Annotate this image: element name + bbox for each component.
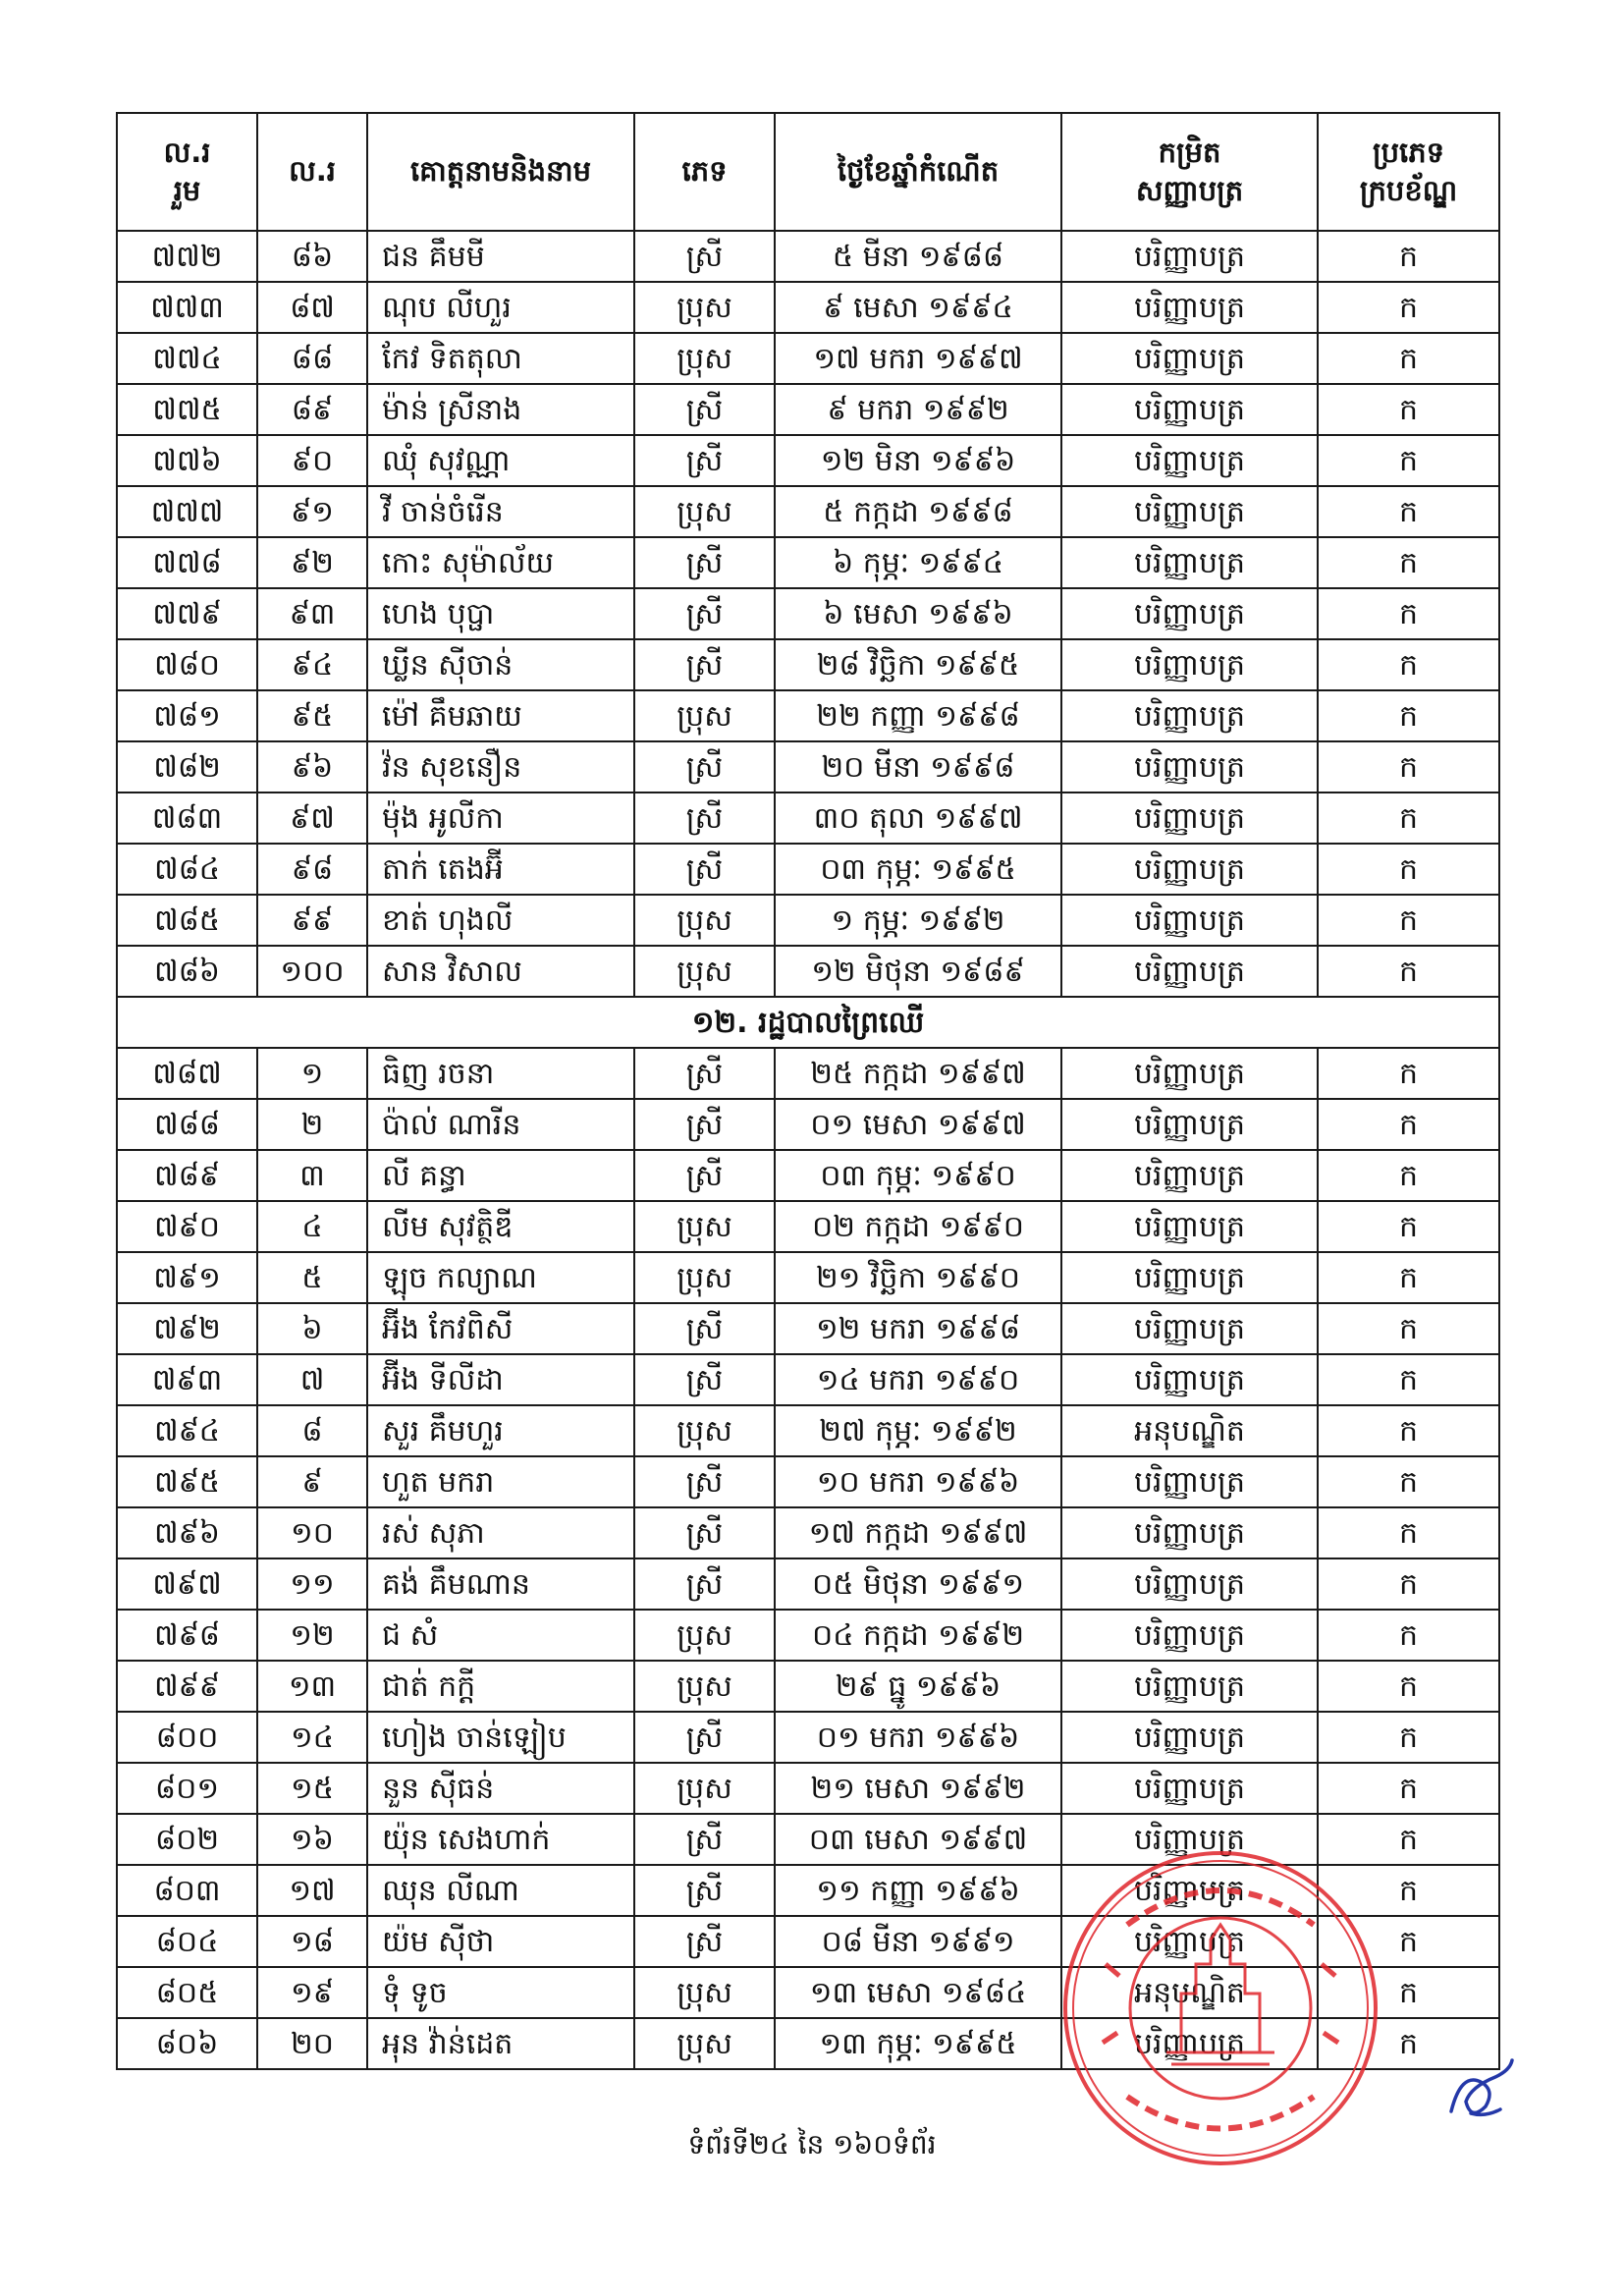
table-row [117,690,1499,741]
cell-birth-date: ០៤ កក្កដា ១៩៩២ [775,1610,1061,1661]
cell-name: អ៊ីង ទីលីដា [367,1354,634,1405]
cell-name: ជ សំ [367,1610,634,1661]
cell-framework: ក [1318,1814,1499,1865]
cell-name: យ៉ម ស៊ីថា [367,1916,634,1967]
cell-name: សួរ គឹមហួរ [367,1405,634,1456]
cell-total-no: ៧៨១ [117,690,257,741]
table-header-row [117,113,1499,231]
cell-no: ៨៧ [257,282,367,333]
cell-framework: ក [1318,1099,1499,1150]
cell-total-no: ៧៧៤ [117,333,257,384]
cell-no: ៨៨ [257,333,367,384]
cell-name: លី គន្ធា [367,1150,634,1201]
cell-degree: បរិញ្ញាបត្រ [1061,1252,1318,1303]
cell-no: ៩១ [257,486,367,537]
cell-total-no: ៧៩៤ [117,1405,257,1456]
cell-framework: ក [1318,1661,1499,1712]
cell-framework: ក [1318,1405,1499,1456]
cell-total-no: ៧៨៨ [117,1099,257,1150]
cell-birth-date: ២១ វិច្ឆិកា ១៩៩០ [775,1252,1061,1303]
table-row [117,1150,1499,1201]
cell-birth-date: ៥ មីនា ១៩៨៨ [775,231,1061,282]
cell-framework: ក [1318,1354,1499,1405]
table-row [117,741,1499,793]
document-sheet [116,112,1498,2070]
cell-birth-date: ១៣ កុម្ភៈ ១៩៩៥ [775,2018,1061,2069]
cell-framework: ក [1318,1558,1499,1610]
cell-birth-date: ១២ មិនា ១៩៩៦ [775,435,1061,486]
table-row [117,946,1499,997]
cell-sex: ស្រី [634,435,775,486]
table-row [117,1354,1499,1405]
cell-birth-date: ០២ កក្កដា ១៩៩០ [775,1201,1061,1252]
cell-no: ៩២ [257,537,367,588]
cell-name: ហួត មករា [367,1456,634,1507]
cell-total-no: ៧៧៨ [117,537,257,588]
cell-sex: ស្រី [634,639,775,690]
table-row [117,895,1499,946]
cell-framework: ក [1318,486,1499,537]
cell-framework: ក [1318,793,1499,844]
cell-degree: បរិញ្ញាបត្រ [1061,793,1318,844]
cell-name: ម៉ុង អូលីកា [367,793,634,844]
cell-framework: ក [1318,639,1499,690]
cell-no: ៥ [257,1252,367,1303]
cell-no: ១៣ [257,1661,367,1712]
cell-total-no: ៧៩៥ [117,1456,257,1507]
cell-degree: បរិញ្ញាបត្រ [1061,844,1318,895]
cell-sex: ប្រុស [634,282,775,333]
header-total-no: ល.រ រួម [117,113,257,231]
cell-birth-date: ២៥ កក្កដា ១៩៩៧ [775,1048,1061,1099]
table-row [117,1814,1499,1865]
cell-degree: បរិញ្ញាបត្រ [1061,1763,1318,1814]
cell-degree: បរិញ្ញាបត្រ [1061,1201,1318,1252]
cell-sex: ស្រី [634,1712,775,1763]
cell-no: ១១ [257,1558,367,1610]
cell-name: សាន វិសាល [367,946,634,997]
cell-sex: ប្រុស [634,946,775,997]
cell-total-no: ៧៨៧ [117,1048,257,1099]
cell-no: ៨៩ [257,384,367,435]
cell-birth-date: ០៣ មេសា ១៩៩៧ [775,1814,1061,1865]
header-no: ល.រ [257,113,367,231]
table-row [117,1456,1499,1507]
cell-sex: ស្រី [634,1150,775,1201]
table-row [117,1252,1499,1303]
cell-total-no: ៨០២ [117,1814,257,1865]
cell-no: ២ [257,1099,367,1150]
cell-total-no: ៧៧៦ [117,435,257,486]
cell-no: ៤ [257,1201,367,1252]
cell-framework: ក [1318,1048,1499,1099]
cell-name: ម៉ៅ គឹមឆាយ [367,690,634,741]
cell-framework: ក [1318,1763,1499,1814]
cell-no: ១៨ [257,1916,367,1967]
cell-degree: បរិញ្ញាបត្រ [1061,435,1318,486]
cell-total-no: ៧៨៤ [117,844,257,895]
cell-degree: អនុបណ្ឌិត [1061,1967,1318,2018]
cell-name: ខាត់ ហុងលី [367,895,634,946]
table-row [117,1763,1499,1814]
cell-framework: ក [1318,1150,1499,1201]
cell-framework: ក [1318,844,1499,895]
cell-birth-date: ២៨ វិច្ឆិកា ១៩៩៥ [775,639,1061,690]
cell-no: ៨ [257,1405,367,1456]
cell-birth-date: ០៣ កុម្ភៈ ១៩៩០ [775,1150,1061,1201]
cell-total-no: ៧៩៧ [117,1558,257,1610]
cell-name: នួន ស៊ីធន់ [367,1763,634,1814]
cell-birth-date: ២៩ ធ្នូ ១៩៩៦ [775,1661,1061,1712]
personnel-table [116,112,1500,2070]
cell-no: ១៧ [257,1865,367,1916]
cell-degree: បរិញ្ញាបត្រ [1061,1048,1318,1099]
table-row [117,1712,1499,1763]
cell-framework: ក [1318,1610,1499,1661]
cell-name: ជាត់ កក្តី [367,1661,634,1712]
cell-total-no: ៧៩៦ [117,1507,257,1558]
cell-sex: ស្រី [634,1354,775,1405]
table-row [117,1661,1499,1712]
cell-degree: បរិញ្ញាបត្រ [1061,639,1318,690]
header-name: គោត្តនាមនិងនាម [367,113,634,231]
cell-total-no: ៧៩១ [117,1252,257,1303]
header-framework: ប្រភេទ ក្របខ័ណ្ឌ [1318,113,1499,231]
cell-name: យ៉ុន សេងហាក់ [367,1814,634,1865]
cell-total-no: ៧៧៧ [117,486,257,537]
cell-degree: បរិញ្ញាបត្រ [1061,384,1318,435]
cell-birth-date: ០៣ កុម្ភៈ ១៩៩៥ [775,844,1061,895]
cell-framework: ក [1318,1456,1499,1507]
cell-sex: ស្រី [634,1507,775,1558]
cell-total-no: ៧៧៣ [117,282,257,333]
cell-birth-date: ០១ មករា ១៩៩៦ [775,1712,1061,1763]
cell-birth-date: ០៨ មីនា ១៩៩១ [775,1916,1061,1967]
cell-no: ៩៥ [257,690,367,741]
cell-degree: បរិញ្ញាបត្រ [1061,1712,1318,1763]
cell-framework: ក [1318,384,1499,435]
cell-total-no: ៧៩២ [117,1303,257,1354]
table-row [117,1558,1499,1610]
cell-total-no: ៧៧៥ [117,384,257,435]
cell-name: ជន គឹមមី [367,231,634,282]
cell-sex: ស្រី [634,1456,775,1507]
cell-total-no: ៨០៣ [117,1865,257,1916]
table-body-part-2 [117,1048,1499,2069]
cell-sex: ស្រី [634,1814,775,1865]
cell-framework: ក [1318,2018,1499,2069]
cell-no: ១ [257,1048,367,1099]
cell-sex: ស្រី [634,231,775,282]
cell-no: ១៥ [257,1763,367,1814]
cell-birth-date: ១៧ កក្កដា ១៩៩៧ [775,1507,1061,1558]
cell-name: វី ចាន់ចំរើន [367,486,634,537]
cell-sex: ប្រុស [634,1661,775,1712]
cell-framework: ក [1318,1916,1499,1967]
cell-no: ៩៣ [257,588,367,639]
cell-degree: បរិញ្ញាបត្រ [1061,588,1318,639]
cell-degree: បរិញ្ញាបត្រ [1061,1354,1318,1405]
table-row [117,639,1499,690]
cell-name: ទុំ ទូច [367,1967,634,2018]
table-row [117,1099,1499,1150]
cell-sex: ស្រី [634,1099,775,1150]
cell-framework: ក [1318,1507,1499,1558]
cell-birth-date: ១៧ មករា ១៩៩៧ [775,333,1061,384]
cell-sex: ស្រី [634,844,775,895]
cell-degree: បរិញ្ញាបត្រ [1061,333,1318,384]
table-row [117,1201,1499,1252]
cell-birth-date: ១២ មិថុនា ១៩៨៩ [775,946,1061,997]
cell-degree: បរិញ្ញាបត្រ [1061,1661,1318,1712]
cell-no: ៩៦ [257,741,367,793]
header-birth-date: ថ្ងៃខែឆ្នាំកំណើត [775,113,1061,231]
cell-degree: បរិញ្ញាបត្រ [1061,1303,1318,1354]
cell-sex: ប្រុស [634,895,775,946]
cell-sex: ប្រុស [634,1967,775,2018]
cell-total-no: ៨០១ [117,1763,257,1814]
cell-no: ២០ [257,2018,367,2069]
cell-no: ៣ [257,1150,367,1201]
cell-framework: ក [1318,435,1499,486]
table-row [117,486,1499,537]
cell-no: ៧ [257,1354,367,1405]
cell-no: ១០ [257,1507,367,1558]
cell-sex: ប្រុស [634,333,775,384]
cell-framework: ក [1318,231,1499,282]
cell-sex: ប្រុស [634,2018,775,2069]
cell-no: ១៦ [257,1814,367,1865]
cell-birth-date: ២៧ កុម្ភៈ ១៩៩២ [775,1405,1061,1456]
cell-sex: ស្រី [634,1558,775,1610]
cell-name: ប៉ាល់ ណារីន [367,1099,634,1150]
cell-degree: បរិញ្ញាបត្រ [1061,2018,1318,2069]
cell-birth-date: ២០ មីនា ១៩៩៨ [775,741,1061,793]
cell-birth-date: ៥ កក្កដា ១៩៩៨ [775,486,1061,537]
cell-sex: ស្រី [634,1865,775,1916]
cell-birth-date: ៦ កុម្ភៈ ១៩៩៤ [775,537,1061,588]
cell-degree: បរិញ្ញាបត្រ [1061,946,1318,997]
cell-no: ៩ [257,1456,367,1507]
cell-name: ណុប លីហួរ [367,282,634,333]
table-row [117,435,1499,486]
cell-degree: បរិញ្ញាបត្រ [1061,282,1318,333]
cell-total-no: ៨០៦ [117,2018,257,2069]
cell-name: អុន វ៉ាន់ដេត [367,2018,634,2069]
table-row [117,793,1499,844]
section-title: ១២. រដ្ឋបាលព្រៃឈើ [117,997,1499,1048]
table-row [117,2018,1499,2069]
cell-degree: បរិញ្ញាបត្រ [1061,1610,1318,1661]
cell-degree: បរិញ្ញាបត្រ [1061,1865,1318,1916]
cell-sex: ស្រី [634,588,775,639]
table-row [117,1303,1499,1354]
page-number: ទំព័រទី២៤ នៃ ១៦០ទំព័រ [687,2128,937,2160]
cell-sex: ស្រី [634,537,775,588]
cell-no: ៩៨ [257,844,367,895]
cell-framework: ក [1318,1865,1499,1916]
cell-total-no: ៧៩៩ [117,1661,257,1712]
cell-sex: ប្រុស [634,1201,775,1252]
table-row [117,1048,1499,1099]
cell-sex: ប្រុស [634,690,775,741]
cell-framework: ក [1318,537,1499,588]
cell-sex: ប្រុស [634,1252,775,1303]
cell-birth-date: ១២ មករា ១៩៩៨ [775,1303,1061,1354]
cell-name: ហេង បុប្ផា [367,588,634,639]
cell-total-no: ៧៨៥ [117,895,257,946]
cell-name: វ៉ន សុខនឿន [367,741,634,793]
cell-name: ឈុន លីណា [367,1865,634,1916]
cell-birth-date: ៣០ តុលា ១៩៩៧ [775,793,1061,844]
cell-name: ឈុំ សុវណ្ណា [367,435,634,486]
table-row [117,1405,1499,1456]
cell-birth-date: ១១ កញ្ញា ១៩៩៦ [775,1865,1061,1916]
cell-framework: ក [1318,946,1499,997]
cell-degree: បរិញ្ញាបត្រ [1061,1558,1318,1610]
cell-framework: ក [1318,333,1499,384]
cell-degree: បរិញ្ញាបត្រ [1061,895,1318,946]
cell-sex: ប្រុស [634,1405,775,1456]
table-row [117,231,1499,282]
cell-name: កោះ សុម៉ាល័យ [367,537,634,588]
cell-no: ៩៩ [257,895,367,946]
cell-degree: បរិញ្ញាបត្រ [1061,231,1318,282]
table-body-part-1 [117,231,1499,997]
cell-name: ឡុច កល្យាណ [367,1252,634,1303]
cell-total-no: ៧៨០ [117,639,257,690]
cell-total-no: ៧៨៦ [117,946,257,997]
cell-framework: ក [1318,1712,1499,1763]
cell-no: ៩៤ [257,639,367,690]
table-row [117,844,1499,895]
table-row [117,1507,1499,1558]
cell-total-no: ៧៧៩ [117,588,257,639]
table-row [117,282,1499,333]
cell-sex: ស្រី [634,1303,775,1354]
cell-birth-date: ២២ កញ្ញា ១៩៩៨ [775,690,1061,741]
cell-name: ហៀង ចាន់ឡៀប [367,1712,634,1763]
cell-birth-date: ០៥ មិថុនា ១៩៩១ [775,1558,1061,1610]
cell-name: រស់ សុភា [367,1507,634,1558]
cell-name: ឃ្លីន ស៊ីចាន់ [367,639,634,690]
cell-framework: ក [1318,741,1499,793]
cell-no: ៩៧ [257,793,367,844]
cell-framework: ក [1318,588,1499,639]
cell-total-no: ៧៩៣ [117,1354,257,1405]
cell-degree: បរិញ្ញាបត្រ [1061,1814,1318,1865]
cell-name: លីម សុវត្ថិឌី [367,1201,634,1252]
cell-sex: ប្រុស [634,486,775,537]
cell-total-no: ៧៩០ [117,1201,257,1252]
cell-degree: បរិញ្ញាបត្រ [1061,1150,1318,1201]
cell-birth-date: ១៣ មេសា ១៩៨៤ [775,1967,1061,2018]
cell-degree: បរិញ្ញាបត្រ [1061,486,1318,537]
cell-name: ធិញ រចនា [367,1048,634,1099]
cell-name: កែវ ទិតតុលា [367,333,634,384]
cell-no: ១៩ [257,1967,367,2018]
cell-total-no: ៧៨៩ [117,1150,257,1201]
cell-name: គង់ គឹមណាន [367,1558,634,1610]
table-row [117,537,1499,588]
cell-name: អ៊ីង កែវពិសី [367,1303,634,1354]
cell-no: ១២ [257,1610,367,1661]
header-degree: កម្រិត សញ្ញាបត្រ [1061,113,1318,231]
cell-framework: ក [1318,1303,1499,1354]
cell-birth-date: ២១ មេសា ១៩៩២ [775,1763,1061,1814]
header-sex: ភេទ [634,113,775,231]
cell-sex: ស្រី [634,1916,775,1967]
cell-degree: បរិញ្ញាបត្រ [1061,537,1318,588]
cell-birth-date: ៩ មេសា ១៩៩៤ [775,282,1061,333]
cell-total-no: ៨០០ [117,1712,257,1763]
cell-birth-date: ០១ មេសា ១៩៩៧ [775,1099,1061,1150]
cell-degree: បរិញ្ញាបត្រ [1061,1456,1318,1507]
cell-total-no: ៨០៤ [117,1916,257,1967]
cell-total-no: ៧៧២ [117,231,257,282]
table-row [117,1916,1499,1967]
table-row [117,1967,1499,2018]
cell-no: ១០០ [257,946,367,997]
cell-total-no: ៨០៥ [117,1967,257,2018]
cell-total-no: ៧៨២ [117,741,257,793]
cell-framework: ក [1318,1201,1499,1252]
cell-sex: ប្រុស [634,1763,775,1814]
table-row [117,1865,1499,1916]
cell-framework: ក [1318,895,1499,946]
cell-no: ១៤ [257,1712,367,1763]
table-row [117,1610,1499,1661]
table-row [117,384,1499,435]
cell-birth-date: ១ កុម្ភៈ ១៩៩២ [775,895,1061,946]
cell-framework: ក [1318,1252,1499,1303]
cell-birth-date: ១០ មករា ១៩៩៦ [775,1456,1061,1507]
cell-no: ៨៦ [257,231,367,282]
cell-sex: ប្រុស [634,1610,775,1661]
cell-framework: ក [1318,690,1499,741]
cell-degree: បរិញ្ញាបត្រ [1061,1507,1318,1558]
cell-total-no: ៧៩៨ [117,1610,257,1661]
table-row [117,333,1499,384]
cell-framework: ក [1318,282,1499,333]
cell-framework: ក [1318,1967,1499,2018]
section-row [117,997,1499,1048]
cell-no: ៩០ [257,435,367,486]
cell-sex: ស្រី [634,1048,775,1099]
cell-sex: ស្រី [634,741,775,793]
cell-sex: ស្រី [634,384,775,435]
cell-name: ម៉ាន់ ស្រីនាង [367,384,634,435]
cell-degree: បរិញ្ញាបត្រ [1061,1099,1318,1150]
table-row [117,588,1499,639]
cell-degree: បរិញ្ញាបត្រ [1061,741,1318,793]
cell-birth-date: ៩ មករា ១៩៩២ [775,384,1061,435]
section-row-group [117,997,1499,1048]
cell-no: ៦ [257,1303,367,1354]
cell-degree: អនុបណ្ឌិត [1061,1405,1318,1456]
cell-degree: បរិញ្ញាបត្រ [1061,1916,1318,1967]
cell-total-no: ៧៨៣ [117,793,257,844]
cell-birth-date: ១៤ មករា ១៩៩០ [775,1354,1061,1405]
cell-degree: បរិញ្ញាបត្រ [1061,690,1318,741]
cell-sex: ស្រី [634,793,775,844]
cell-name: តាក់ តេងអ៊ី [367,844,634,895]
cell-birth-date: ៦ មេសា ១៩៩៦ [775,588,1061,639]
